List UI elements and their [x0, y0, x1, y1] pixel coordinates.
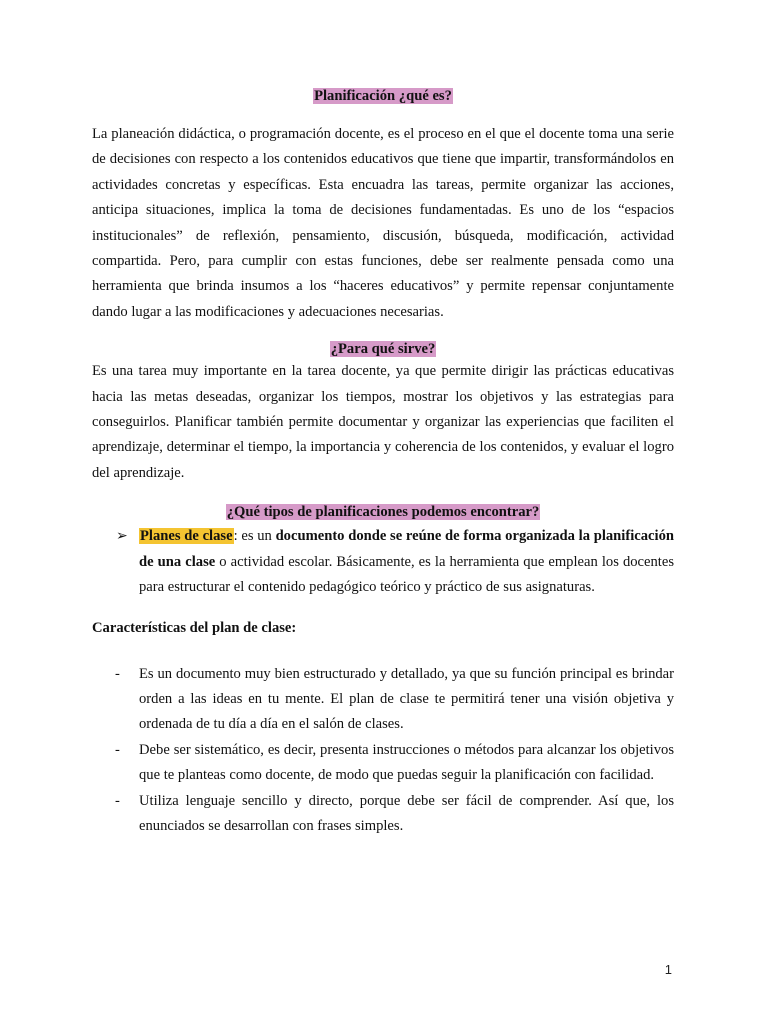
item-text: o actividad escolar. Básicamente, es la herramienta que emplean los docentes para estructurar el contenido pedagógico teórico y práctico de sus asignaturas. — [139, 553, 674, 596]
dash-bullet: - — [115, 665, 120, 682]
dash-bullet: - — [115, 792, 120, 809]
list-item-text: Debe ser sistemático, es decir, presenta instrucciones o métodos para alcanzar los objetivos que te planteas como docente, de modo que puedas seguir la planificación con facilidad. — [139, 741, 674, 784]
list-item — [92, 789, 674, 840]
item-bold-text: documento donde se reúne de forma organizada la planificación de una clase — [139, 528, 674, 570]
heading-highlight: ¿Qué tipos de planificaciones podemos encontrar? — [226, 504, 540, 521]
heading-highlight: Planificación ¿qué es? — [314, 88, 452, 104]
list-item — [92, 662, 674, 738]
heading-highlight: ¿Para qué sirve? — [330, 341, 436, 358]
term-highlight: Planes de clase — [140, 528, 233, 545]
arrow-bullet-icon: ➢ — [116, 528, 128, 545]
page-number: 1 — [664, 962, 672, 977]
dash-bullet: - — [115, 741, 120, 758]
paragraph-proposito: Es una tarea muy importante en la tarea docente, ya que permite dirigir las prácticas educativas hacia las metas deseadas, organizar los tiempos, mostrar los objetivos y las estrategias para conseguirlos. Planificar también permite documentar y organizar las experiencias que faciliten el aprendizaje, determinar el tiempo, la importancia y coherencia de los contenidos, y evaluar el logro del aprendizaje. — [92, 363, 674, 481]
document-body — [92, 86, 674, 839]
section-heading-para-que-sirve — [92, 339, 674, 359]
list-item-text: Es un documento muy bien estructurado y detallado, ya que su función principal es brindar orden a las ideas en tu mente. El plan de clase te permitirá tener una visión objetiva y ordenada de tu día a día en el salón de clases. — [139, 665, 674, 733]
dash-bullet-list — [92, 662, 674, 840]
subheading-caracteristicas: Características del plan de clase: — [92, 619, 297, 636]
arrow-bullet-list — [92, 524, 674, 600]
section-heading-que-es — [92, 86, 674, 106]
list-item — [92, 738, 674, 789]
list-item-text: Utiliza lenguaje sencillo y directo, porque debe ser fácil de comprender. Así que, los enunciados se desarrollan con frases simples. — [139, 792, 674, 834]
item-text: : es un — [233, 528, 276, 545]
list-item-planes-de-clase — [92, 524, 674, 600]
paragraph-definicion: La planeación didáctica, o programación docente, es el proceso en el que el docente toma una serie de decisiones con respecto a los contenidos educativos que tiene que impartir, transformándolos en actividades concretas y específicas. Esta encuadra las tareas, permite organizar las acciones, anticipa situaciones, implica la toma de decisiones fundamentadas. Es uno de los “espacios institucionales” de reflexión, pensamiento, discusión, búsqueda, modificación, actividad compartida. Pero, para cumplir con estas funciones, debe ser realmente pensada como una herramienta que brinda insumos a los “haceres educativos” y permite repensar conjuntamente dando lugar a las modificaciones y adecuaciones necesarias. — [92, 126, 674, 320]
section-heading-tipos — [92, 502, 674, 522]
